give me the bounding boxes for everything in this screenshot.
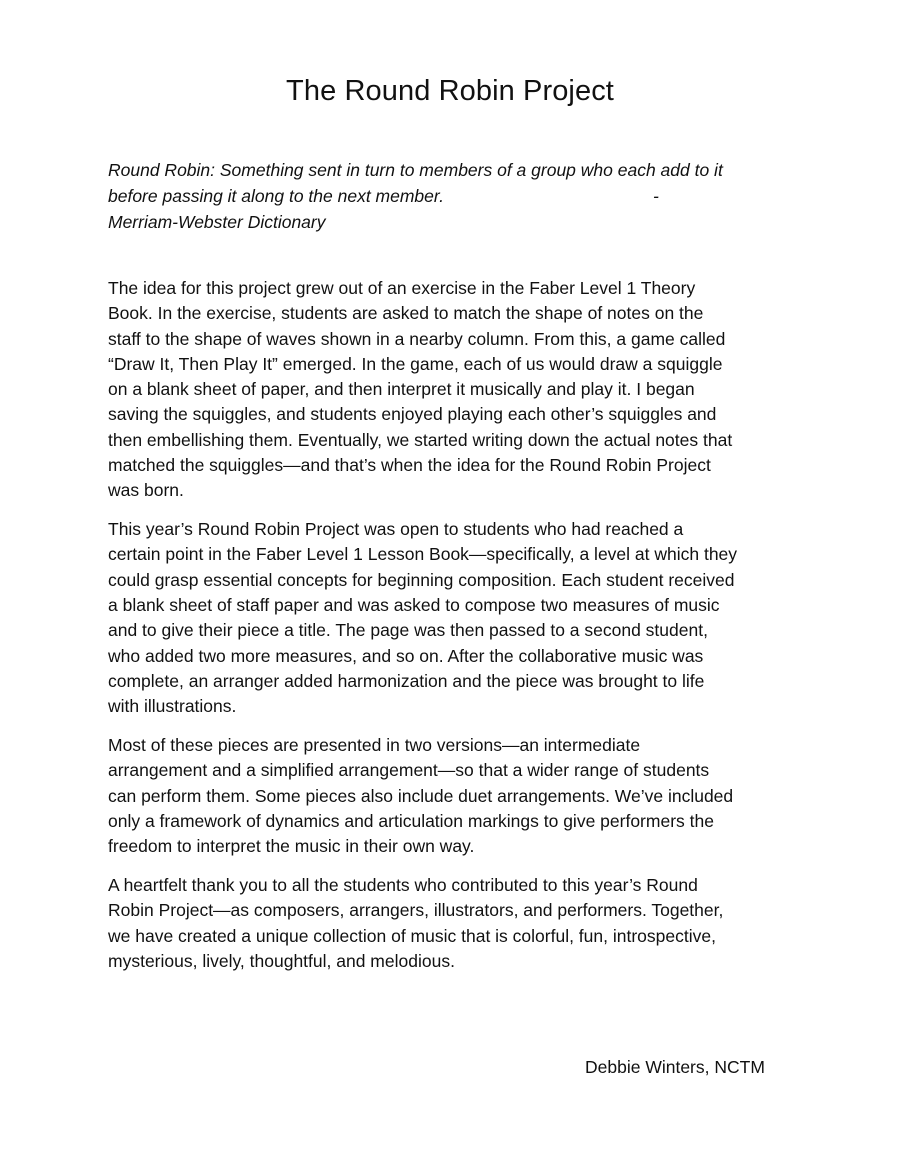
quote-line-text: before passing it along to the next member. [108,186,444,206]
text-line: freedom to interpret the music in their own way. [108,836,475,857]
paragraph-4 [108,873,808,974]
text-line: arrangement and a simplified arrangement—so that a wider range of students [108,760,710,781]
text-line: matched the squiggles—and that’s when the idea for the Round Robin Project [108,455,711,476]
text-line: and to give their piece a title. The page was then passed to a second student, [108,620,708,641]
quote-source: Merriam-Webster Dictionary [108,212,326,232]
text-line: could grasp essential concepts for beginning composition. Each student received [108,569,735,590]
page-title: The Round Robin Project [286,75,614,107]
text-line: mysterious, lively, thoughtful, and melodious. [108,950,455,971]
signature: Debbie Winters, NCTM [585,1057,765,1077]
text-line: Book. In the exercise, students are asked to match the shape of notes on the [108,303,704,324]
text-line: Most of these pieces are presented in two versions—an intermediate [108,735,641,756]
text-line: staff to the shape of waves shown in a nearby column. From this, a game called [108,328,726,349]
text-line: A heartfelt thank you to all the students who contributed to this year’s Round [108,875,698,896]
paragraph-3 [108,733,808,859]
text-line: The idea for this project grew out of an exercise in the Faber Level 1 Theory [108,278,696,298]
text-line: with illustrations. [108,696,237,717]
text-line: certain point in the Faber Level 1 Lesson Book—specifically, a level at which they [108,544,738,565]
text-line: we have created a unique collection of music that is colorful, fun, introspective, [108,925,716,946]
paragraph-1 [108,276,808,504]
text-line: saving the squiggles, and students enjoyed playing each other’s squiggles and [108,404,717,425]
text-line: was born. [108,480,184,501]
definition-quote [108,157,808,235]
text-line: complete, an arranger added harmonization and the piece was brought to life [108,670,705,691]
quote-line-with-dash [108,183,808,209]
text-line: who added two more measures, and so on. After the collaborative music was [108,645,704,666]
text-line: only a framework of dynamics and articulation markings to give performers the [108,810,714,831]
text-line: “Draw It, Then Play It” emerged. In the game, each of us would draw a squiggle [108,353,723,374]
text-line: on a blank sheet of paper, and then interpret it musically and play it. I began [108,379,695,400]
text-line: Robin Project—as composers, arrangers, illustrators, and performers. Together, [108,900,724,921]
paragraph-2 [108,517,808,719]
body-text [108,276,808,988]
text-line: This year’s Round Robin Project was open to students who had reached a [108,519,684,540]
text-line: then embellishing them. Eventually, we started writing down the actual notes that [108,429,733,450]
quote-line: Round Robin: Something sent in turn to members of a group who each add to it [108,160,723,180]
quote-dash: - [653,186,659,206]
text-line: a blank sheet of staff paper and was asked to compose two measures of music [108,595,720,616]
text-line: can perform them. Some pieces also include duet arrangements. We’ve included [108,785,734,806]
